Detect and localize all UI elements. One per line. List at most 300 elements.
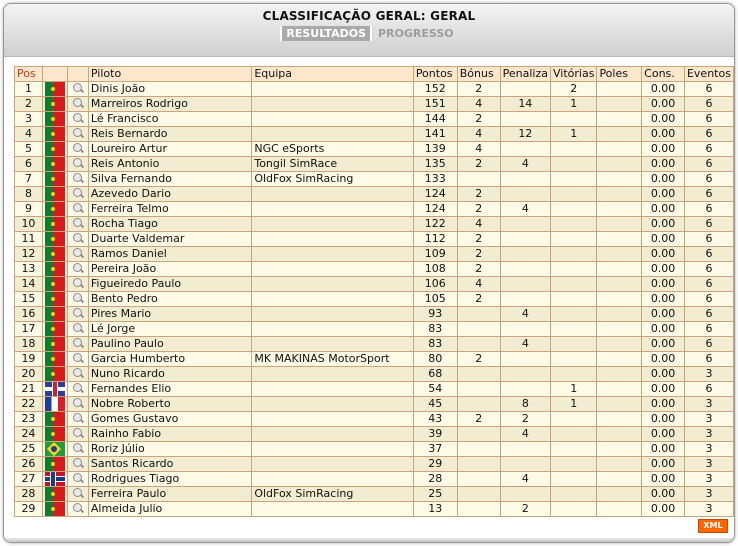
cell-pontos: 83	[413, 322, 457, 337]
flag-portugal-icon	[45, 457, 65, 471]
cell-pontos: 112	[413, 232, 457, 247]
cell-poles	[597, 412, 642, 427]
cell-poles	[597, 112, 642, 127]
cell-piloto[interactable]: Paulino Paulo	[88, 337, 251, 352]
cell-pontos: 83	[413, 337, 457, 352]
cell-cons: 0.00	[642, 187, 685, 202]
cell-pontos: 144	[413, 112, 457, 127]
cell-vitorias: 1	[551, 97, 597, 112]
cell-equipa	[252, 112, 413, 127]
cell-bonus: 2	[457, 112, 500, 127]
cell-flag	[42, 277, 67, 292]
col-header-pontos[interactable]: Pontos	[413, 67, 457, 82]
col-header-bonus[interactable]: Bónus	[457, 67, 500, 82]
driver-profile-icon[interactable]	[70, 277, 86, 291]
col-header-vitorias[interactable]: Vitórias	[551, 67, 597, 82]
cell-profile[interactable]	[67, 247, 88, 262]
cell-piloto[interactable]: Loureiro Artur	[88, 142, 251, 157]
flag-uk-icon	[45, 382, 65, 396]
driver-profile-icon[interactable]	[70, 307, 86, 321]
cell-piloto[interactable]: Ferreira Telmo	[88, 202, 251, 217]
cell-eventos: 6	[684, 352, 733, 367]
cell-cons: 0.00	[642, 322, 685, 337]
col-header-equipa[interactable]: Equipa	[252, 67, 413, 82]
cell-cons: 0.00	[642, 337, 685, 352]
cell-profile[interactable]	[67, 217, 88, 232]
cell-flag	[42, 217, 67, 232]
table-row	[15, 157, 734, 172]
cell-piloto[interactable]: Roriz Júlio	[88, 442, 251, 457]
cell-equipa	[252, 232, 413, 247]
flag-portugal-icon	[45, 127, 65, 141]
col-header-profile	[67, 67, 88, 82]
cell-equipa	[252, 472, 413, 487]
table-row	[15, 292, 734, 307]
cell-vitorias	[551, 112, 597, 127]
cell-pos: 9	[15, 202, 43, 217]
cell-piloto[interactable]: Rocha Tiago	[88, 217, 251, 232]
cell-profile[interactable]	[67, 337, 88, 352]
cell-vitorias	[551, 232, 597, 247]
table-row	[15, 487, 734, 502]
cell-penaliza	[500, 232, 550, 247]
driver-profile-icon[interactable]	[70, 487, 86, 501]
cell-penaliza	[500, 262, 550, 277]
cell-cons: 0.00	[642, 127, 685, 142]
cell-bonus	[457, 427, 500, 442]
cell-piloto[interactable]: Rainho Fabio	[88, 427, 251, 442]
cell-eventos: 3	[684, 457, 733, 472]
cell-piloto[interactable]: Ramos Daniel	[88, 247, 251, 262]
cell-piloto[interactable]: Nuno Ricardo	[88, 367, 251, 382]
window-header	[4, 4, 734, 57]
table-row	[15, 172, 734, 187]
flag-portugal-icon	[45, 187, 65, 201]
tab-progresso[interactable]: PROGRESSO	[372, 26, 458, 41]
table-row	[15, 277, 734, 292]
col-header-penaliza[interactable]: Penaliza	[500, 67, 550, 82]
driver-profile-icon[interactable]	[70, 262, 86, 276]
cell-profile[interactable]	[67, 82, 88, 97]
cell-vitorias	[551, 202, 597, 217]
cell-eventos: 6	[684, 322, 733, 337]
driver-profile-icon[interactable]	[70, 322, 86, 336]
cell-pontos: 135	[413, 157, 457, 172]
cell-vitorias	[551, 412, 597, 427]
cell-eventos: 6	[684, 232, 733, 247]
cell-eventos: 3	[684, 367, 733, 382]
xml-export-button[interactable]: XML	[698, 519, 728, 533]
driver-profile-icon[interactable]	[70, 412, 86, 426]
cell-pos: 8	[15, 187, 43, 202]
cell-cons: 0.00	[642, 442, 685, 457]
cell-eventos: 6	[684, 217, 733, 232]
cell-vitorias	[551, 172, 597, 187]
driver-profile-icon[interactable]	[70, 82, 86, 96]
table-row	[15, 82, 734, 97]
cell-flag	[42, 307, 67, 322]
cell-penaliza: 4	[500, 202, 550, 217]
cell-flag	[42, 262, 67, 277]
cell-pontos: 13	[413, 502, 457, 517]
flag-portugal-icon	[45, 112, 65, 126]
cell-poles	[597, 157, 642, 172]
cell-bonus	[457, 307, 500, 322]
cell-pos: 15	[15, 292, 43, 307]
cell-cons: 0.00	[642, 262, 685, 277]
cell-pos: 18	[15, 337, 43, 352]
cell-piloto[interactable]: Rodrigues Tiago	[88, 472, 251, 487]
cell-vitorias	[551, 262, 597, 277]
cell-piloto[interactable]: Lé Francisco	[88, 112, 251, 127]
cell-eventos: 6	[684, 307, 733, 322]
table-row	[15, 97, 734, 112]
standings-window	[3, 3, 735, 543]
cell-flag	[42, 442, 67, 457]
flag-portugal-icon	[45, 202, 65, 216]
cell-bonus: 2	[457, 352, 500, 367]
cell-poles	[597, 382, 642, 397]
cell-profile[interactable]	[67, 157, 88, 172]
table-row	[15, 427, 734, 442]
flag-portugal-icon	[45, 172, 65, 186]
cell-pos: 7	[15, 172, 43, 187]
cell-equipa	[252, 367, 413, 382]
cell-profile[interactable]	[67, 232, 88, 247]
driver-profile-icon[interactable]	[70, 442, 86, 456]
cell-bonus: 4	[457, 277, 500, 292]
table-row	[15, 187, 734, 202]
cell-bonus: 4	[457, 217, 500, 232]
cell-poles	[597, 292, 642, 307]
cell-profile[interactable]	[67, 187, 88, 202]
cell-cons: 0.00	[642, 307, 685, 322]
cell-equipa	[252, 217, 413, 232]
cell-vitorias	[551, 277, 597, 292]
cell-profile[interactable]	[67, 487, 88, 502]
table-row	[15, 472, 734, 487]
cell-piloto[interactable]: Silva Fernando	[88, 172, 251, 187]
cell-bonus	[457, 172, 500, 187]
cell-piloto[interactable]: Pereira João	[88, 262, 251, 277]
cell-profile[interactable]	[67, 112, 88, 127]
cell-equipa: Tongil SimRace	[252, 157, 413, 172]
cell-poles	[597, 82, 642, 97]
cell-profile[interactable]	[67, 412, 88, 427]
cell-poles	[597, 262, 642, 277]
cell-flag	[42, 367, 67, 382]
cell-eventos: 6	[684, 382, 733, 397]
cell-profile[interactable]	[67, 127, 88, 142]
cell-cons: 0.00	[642, 367, 685, 382]
cell-profile[interactable]	[67, 202, 88, 217]
cell-bonus	[457, 442, 500, 457]
cell-penaliza	[500, 217, 550, 232]
cell-profile[interactable]	[67, 142, 88, 157]
cell-profile[interactable]	[67, 292, 88, 307]
cell-poles	[597, 172, 642, 187]
cell-profile[interactable]	[67, 472, 88, 487]
table-row	[15, 337, 734, 352]
cell-piloto[interactable]: Reis Antonio	[88, 157, 251, 172]
driver-profile-icon[interactable]	[70, 337, 86, 351]
cell-piloto[interactable]: Santos Ricardo	[88, 457, 251, 472]
cell-piloto[interactable]: Pires Mario	[88, 307, 251, 322]
cell-piloto[interactable]: Dinis João	[88, 82, 251, 97]
cell-flag	[42, 427, 67, 442]
cell-vitorias	[551, 157, 597, 172]
window-footer	[4, 538, 734, 542]
driver-profile-icon[interactable]	[70, 217, 86, 231]
driver-profile-icon[interactable]	[70, 232, 86, 246]
cell-vitorias	[551, 187, 597, 202]
cell-equipa	[252, 457, 413, 472]
driver-profile-icon[interactable]	[70, 502, 86, 516]
cell-piloto[interactable]: Figueiredo Paulo	[88, 277, 251, 292]
cell-pos: 17	[15, 322, 43, 337]
cell-cons: 0.00	[642, 247, 685, 262]
table-row	[15, 307, 734, 322]
cell-pontos: 68	[413, 367, 457, 382]
cell-poles	[597, 127, 642, 142]
cell-pontos: 152	[413, 82, 457, 97]
cell-piloto[interactable]: Nobre Roberto	[88, 397, 251, 412]
driver-profile-icon[interactable]	[70, 112, 86, 126]
cell-penaliza: 14	[500, 97, 550, 112]
cell-equipa	[252, 262, 413, 277]
cell-eventos: 6	[684, 82, 733, 97]
cell-bonus: 2	[457, 247, 500, 262]
driver-profile-icon[interactable]	[70, 292, 86, 306]
cell-piloto[interactable]: Garcia Humberto	[88, 352, 251, 367]
cell-cons: 0.00	[642, 202, 685, 217]
cell-vitorias	[551, 457, 597, 472]
cell-vitorias	[551, 247, 597, 262]
cell-profile[interactable]	[67, 397, 88, 412]
cell-profile[interactable]	[67, 502, 88, 517]
cell-piloto[interactable]: Duarte Valdemar	[88, 232, 251, 247]
cell-pontos: 124	[413, 202, 457, 217]
cell-piloto[interactable]: Fernandes Elio	[88, 382, 251, 397]
cell-pos: 20	[15, 367, 43, 382]
flag-portugal-icon	[45, 307, 65, 321]
flag-france-icon	[45, 397, 65, 411]
cell-profile[interactable]	[67, 442, 88, 457]
table-row	[15, 262, 734, 277]
cell-profile[interactable]	[67, 352, 88, 367]
cell-profile[interactable]	[67, 367, 88, 382]
flag-portugal-icon	[45, 412, 65, 426]
cell-cons: 0.00	[642, 472, 685, 487]
cell-equipa	[252, 277, 413, 292]
cell-eventos: 6	[684, 247, 733, 262]
cell-pontos: 45	[413, 397, 457, 412]
cell-equipa	[252, 187, 413, 202]
cell-pos: 4	[15, 127, 43, 142]
cell-penaliza	[500, 352, 550, 367]
flag-portugal-icon	[45, 217, 65, 231]
driver-profile-icon[interactable]	[70, 472, 86, 486]
cell-vitorias: 1	[551, 127, 597, 142]
cell-profile[interactable]	[67, 172, 88, 187]
cell-penaliza	[500, 322, 550, 337]
table-row	[15, 217, 734, 232]
cell-cons: 0.00	[642, 427, 685, 442]
cell-bonus	[457, 487, 500, 502]
cell-eventos: 6	[684, 157, 733, 172]
cell-pos: 5	[15, 142, 43, 157]
cell-flag	[42, 352, 67, 367]
cell-profile[interactable]	[67, 307, 88, 322]
cell-pontos: 106	[413, 277, 457, 292]
cell-piloto[interactable]: Gomes Gustavo	[88, 412, 251, 427]
cell-equipa: OldFox SimRacing	[252, 172, 413, 187]
table-row	[15, 442, 734, 457]
cell-equipa: OldFox SimRacing	[252, 487, 413, 502]
cell-poles	[597, 457, 642, 472]
cell-penaliza: 4	[500, 337, 550, 352]
cell-pontos: 151	[413, 97, 457, 112]
cell-cons: 0.00	[642, 97, 685, 112]
cell-piloto[interactable]: Ferreira Paulo	[88, 487, 251, 502]
flag-portugal-icon	[45, 337, 65, 351]
cell-eventos: 6	[684, 187, 733, 202]
cell-bonus: 2	[457, 292, 500, 307]
col-header-pos[interactable]: Pos	[15, 67, 43, 82]
cell-vitorias	[551, 352, 597, 367]
cell-eventos: 6	[684, 292, 733, 307]
tab-resultados[interactable]: RESULTADOS	[280, 26, 372, 41]
driver-profile-icon[interactable]	[70, 202, 86, 216]
driver-profile-icon[interactable]	[70, 127, 86, 141]
table-header-row	[15, 67, 734, 82]
flag-portugal-icon	[45, 427, 65, 441]
cell-penaliza	[500, 457, 550, 472]
cell-bonus: 2	[457, 82, 500, 97]
cell-poles	[597, 307, 642, 322]
cell-profile[interactable]	[67, 97, 88, 112]
cell-piloto[interactable]: Reis Bernardo	[88, 127, 251, 142]
cell-pos: 12	[15, 247, 43, 262]
cell-poles	[597, 217, 642, 232]
cell-eventos: 3	[684, 502, 733, 517]
cell-flag	[42, 247, 67, 262]
cell-pontos: 109	[413, 247, 457, 262]
cell-pos: 24	[15, 427, 43, 442]
cell-cons: 0.00	[642, 112, 685, 127]
cell-equipa	[252, 247, 413, 262]
table-row	[15, 352, 734, 367]
flag-portugal-icon	[45, 82, 65, 96]
cell-pontos: 124	[413, 187, 457, 202]
cell-penaliza	[500, 187, 550, 202]
cell-bonus	[457, 457, 500, 472]
cell-piloto[interactable]: Azevedo Dario	[88, 187, 251, 202]
col-header-cons[interactable]: Cons.	[642, 67, 685, 82]
driver-profile-icon[interactable]	[70, 367, 86, 381]
cell-penaliza: 2	[500, 502, 550, 517]
cell-vitorias	[551, 487, 597, 502]
cell-pontos: 80	[413, 352, 457, 367]
cell-vitorias	[551, 502, 597, 517]
table-row	[15, 142, 734, 157]
cell-eventos: 6	[684, 97, 733, 112]
cell-piloto[interactable]: Bento Pedro	[88, 292, 251, 307]
cell-profile[interactable]	[67, 322, 88, 337]
cell-piloto[interactable]: Lé Jorge	[88, 322, 251, 337]
cell-eventos: 6	[684, 202, 733, 217]
flag-portugal-icon	[45, 142, 65, 156]
cell-flag	[42, 502, 67, 517]
cell-equipa	[252, 127, 413, 142]
driver-profile-icon[interactable]	[70, 187, 86, 201]
cell-flag	[42, 397, 67, 412]
cell-poles	[597, 337, 642, 352]
driver-profile-icon[interactable]	[70, 457, 86, 471]
cell-profile[interactable]	[67, 382, 88, 397]
cell-piloto[interactable]: Almeida Julio	[88, 502, 251, 517]
driver-profile-icon[interactable]	[70, 157, 86, 171]
cell-pontos: 39	[413, 427, 457, 442]
cell-cons: 0.00	[642, 487, 685, 502]
driver-profile-icon[interactable]	[70, 247, 86, 261]
driver-profile-icon[interactable]	[70, 352, 86, 366]
cell-poles	[597, 202, 642, 217]
cell-pontos: 54	[413, 382, 457, 397]
cell-pos: 19	[15, 352, 43, 367]
cell-bonus	[457, 397, 500, 412]
cell-pontos: 93	[413, 307, 457, 322]
flag-portugal-icon	[45, 247, 65, 261]
cell-piloto[interactable]: Marreiros Rodrigo	[88, 97, 251, 112]
cell-penaliza: 4	[500, 427, 550, 442]
cell-vitorias	[551, 337, 597, 352]
cell-penaliza	[500, 247, 550, 262]
table-row	[15, 502, 734, 517]
cell-penaliza	[500, 112, 550, 127]
cell-bonus: 2	[457, 202, 500, 217]
cell-vitorias	[551, 307, 597, 322]
cell-flag	[42, 487, 67, 502]
cell-bonus	[457, 337, 500, 352]
cell-poles	[597, 322, 642, 337]
cell-vitorias	[551, 292, 597, 307]
cell-poles	[597, 427, 642, 442]
driver-profile-icon[interactable]	[70, 142, 86, 156]
cell-profile[interactable]	[67, 277, 88, 292]
cell-flag	[42, 142, 67, 157]
driver-profile-icon[interactable]	[70, 427, 86, 441]
col-header-poles[interactable]: Poles	[597, 67, 642, 82]
cell-equipa	[252, 337, 413, 352]
cell-flag	[42, 202, 67, 217]
cell-poles	[597, 142, 642, 157]
cell-pos: 11	[15, 232, 43, 247]
cell-penaliza: 12	[500, 127, 550, 142]
driver-profile-icon[interactable]	[70, 97, 86, 111]
col-header-eventos[interactable]: Eventos	[684, 67, 733, 82]
cell-profile[interactable]	[67, 262, 88, 277]
driver-profile-icon[interactable]	[70, 397, 86, 411]
driver-profile-icon[interactable]	[70, 382, 86, 396]
col-header-piloto[interactable]: Piloto	[88, 67, 251, 82]
cell-profile[interactable]	[67, 427, 88, 442]
cell-pos: 25	[15, 442, 43, 457]
driver-profile-icon[interactable]	[70, 172, 86, 186]
cell-profile[interactable]	[67, 457, 88, 472]
cell-eventos: 6	[684, 112, 733, 127]
cell-bonus	[457, 472, 500, 487]
